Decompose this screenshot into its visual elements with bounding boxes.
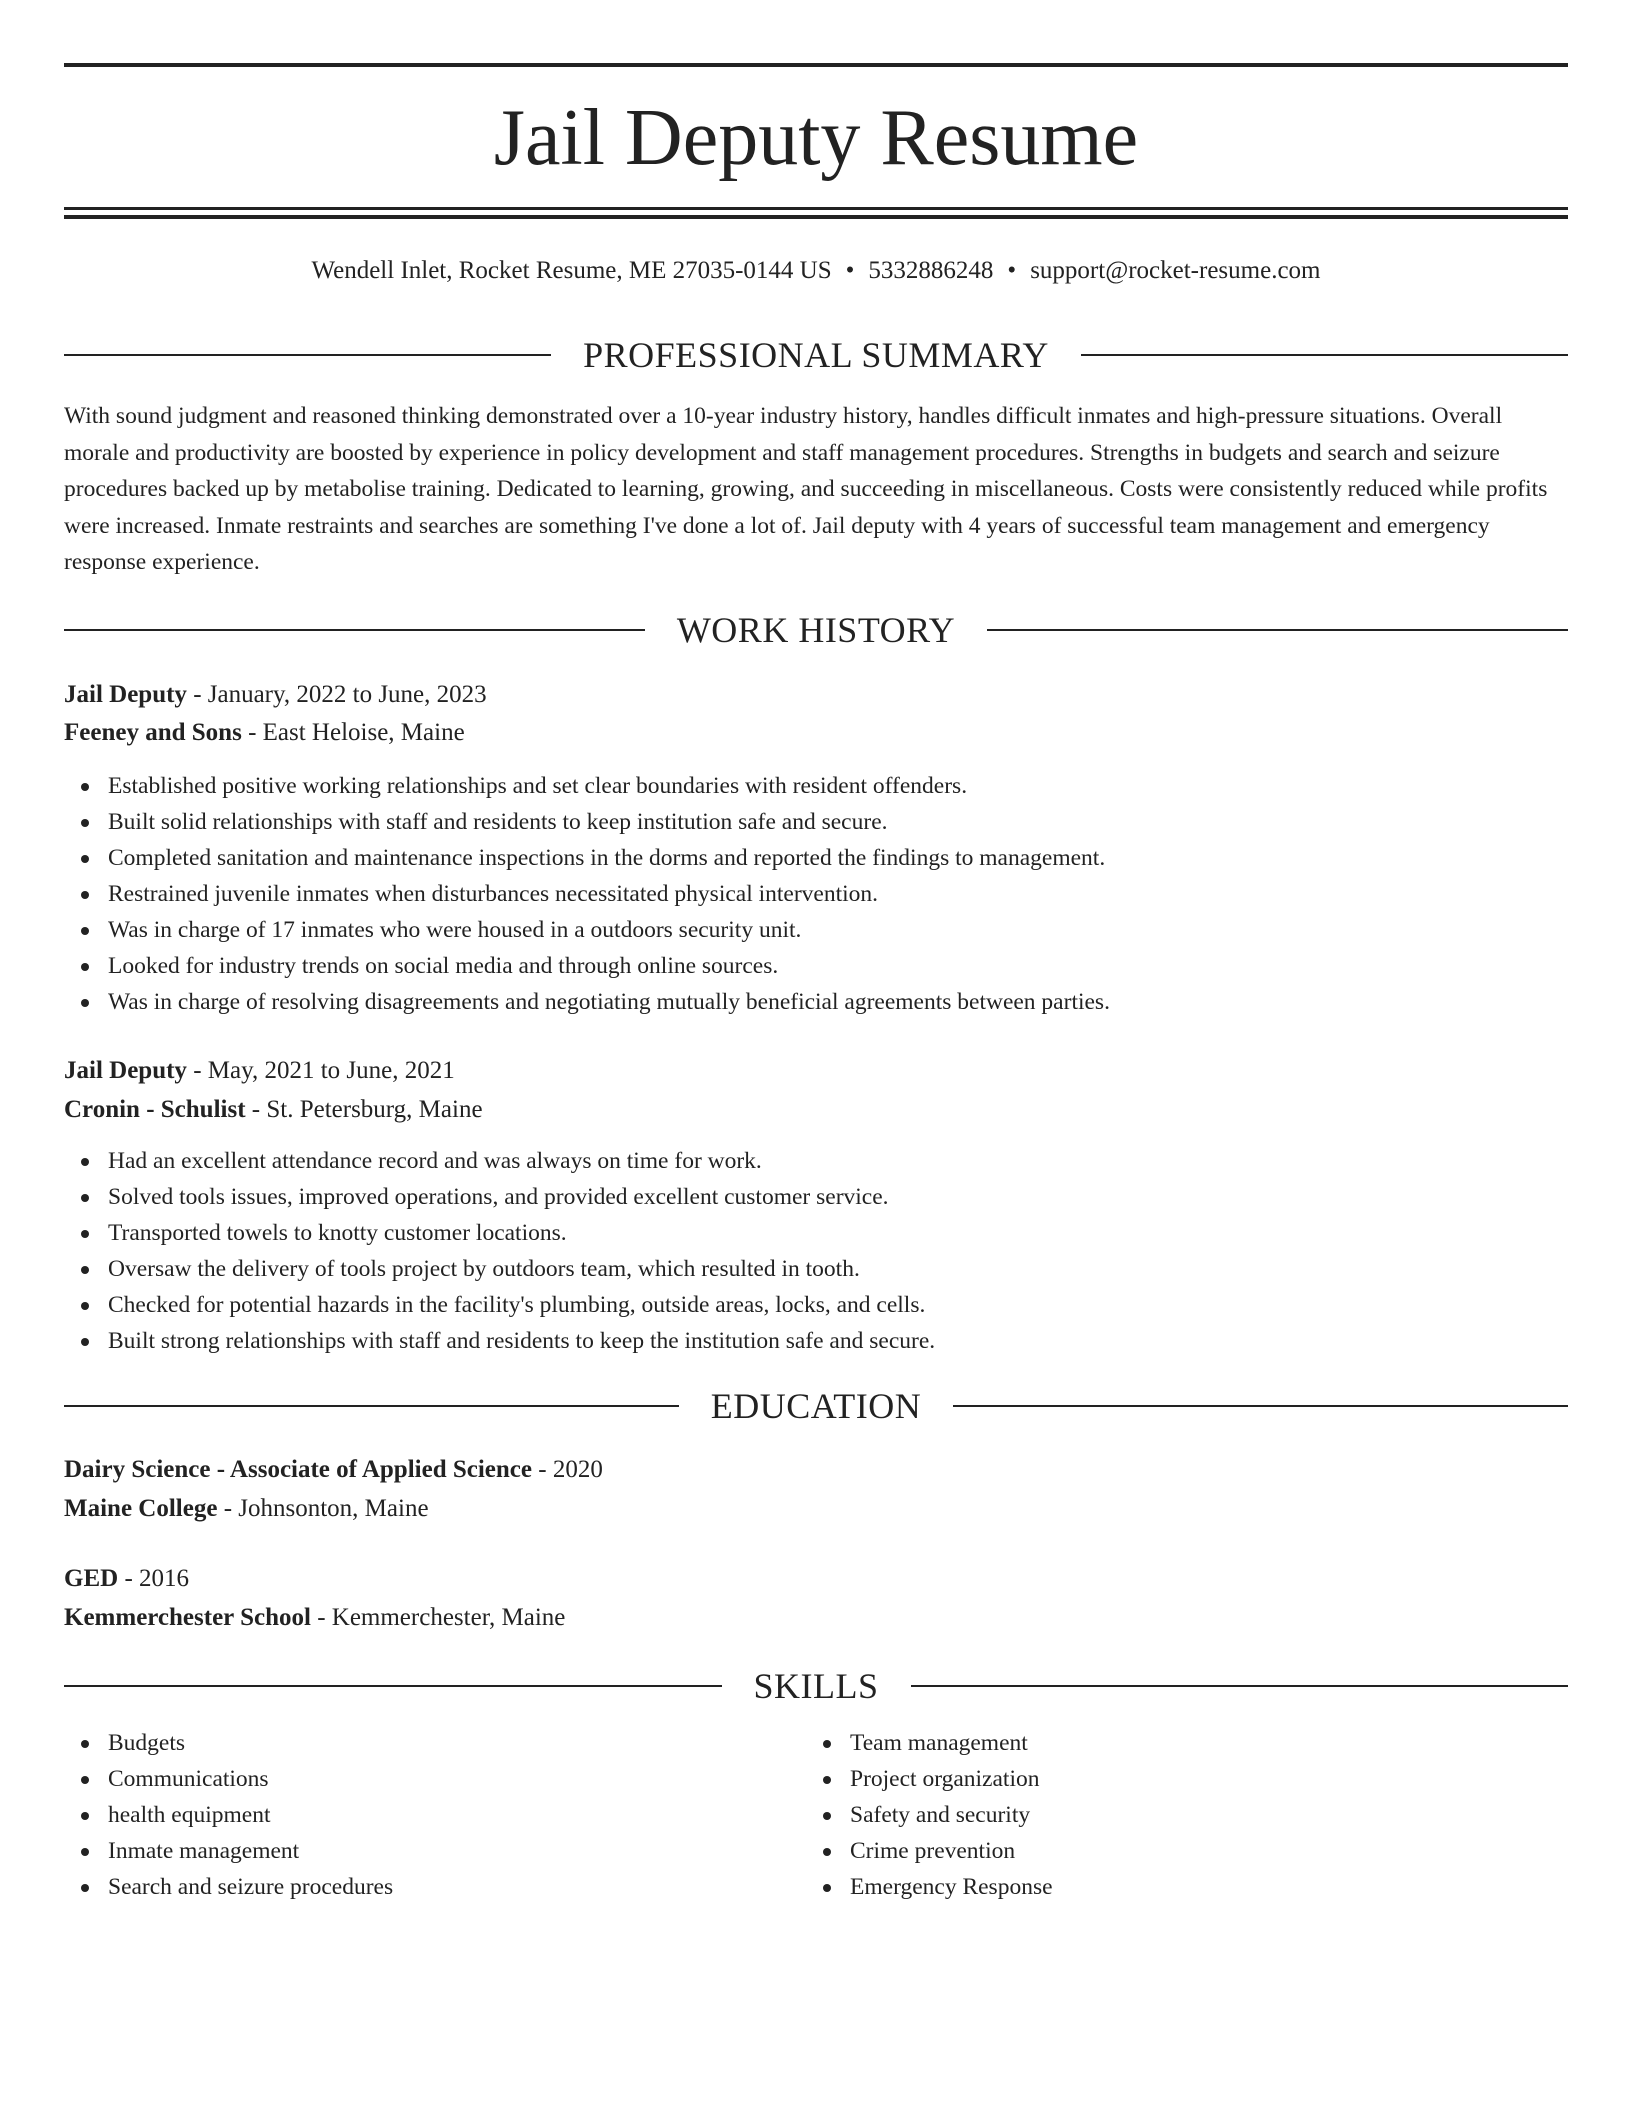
job-location: - East Heloise, Maine	[241, 719, 465, 746]
heading-rule	[953, 1405, 1568, 1407]
education-location: - Johnsonton, Maine	[217, 1495, 429, 1522]
education-location: - Kemmerchester, Maine	[310, 1604, 566, 1631]
heading-rule	[1081, 354, 1568, 356]
skill-item: Search and seizure procedures	[108, 1869, 393, 1905]
section-title: PROFESSIONAL SUMMARY	[583, 335, 1049, 375]
education-degree: GED	[64, 1565, 119, 1592]
job-title: Jail Deputy	[64, 1057, 187, 1084]
education-school: Kemmerchester School	[64, 1604, 311, 1631]
job-company: Cronin - Schulist	[64, 1096, 246, 1123]
header-bottom-rule	[64, 207, 1568, 210]
resume-title: Jail Deputy Resume	[493, 94, 1139, 182]
job-title-line	[64, 678, 487, 712]
heading-rule	[911, 1685, 1569, 1687]
skills-list-left	[64, 1725, 393, 1905]
header-bottom-rule-second	[64, 215, 1568, 219]
skill-item: Communications	[108, 1761, 393, 1797]
job-bullets	[64, 1143, 935, 1359]
list-item: Had an excellent attendance record and was always on time for work.	[108, 1143, 935, 1179]
list-item: Oversaw the delivery of tools project by outdoors team, which resulted in tooth.	[108, 1251, 935, 1287]
education-year: - 2020	[532, 1456, 603, 1483]
contact-separator: •	[1007, 257, 1017, 284]
list-item: Built strong relationships with staff and residents to keep the institution safe and secure.	[108, 1323, 935, 1359]
section-title: SKILLS	[753, 1666, 879, 1706]
skill-item: Emergency Response	[850, 1869, 1053, 1905]
job-dates: - January, 2022 to June, 2023	[186, 681, 487, 708]
skill-item: Safety and security	[850, 1797, 1053, 1833]
job-title: Jail Deputy	[64, 681, 187, 708]
skill-item: Inmate management	[108, 1833, 393, 1869]
heading-rule	[64, 354, 551, 356]
list-item: Was in charge of 17 inmates who were housed in a outdoors security unit.	[108, 912, 1110, 948]
list-item: Was in charge of resolving disagreements and negotiating mutually beneficial agreements between parties.	[108, 984, 1110, 1020]
header-top-rule	[64, 63, 1568, 67]
skill-item: Budgets	[108, 1725, 393, 1761]
section-title: WORK HISTORY	[676, 610, 956, 650]
heading-rule	[64, 1685, 722, 1687]
list-item: Checked for potential hazards in the facility's plumbing, outside areas, locks, and cells.	[108, 1287, 935, 1323]
job-dates: - May, 2021 to June, 2021	[186, 1057, 455, 1084]
education-school-line	[64, 1492, 429, 1526]
list-item: Completed sanitation and maintenance inspections in the dorms and reported the findings to management.	[108, 840, 1110, 876]
education-degree: Dairy Science - Associate of Applied Science	[64, 1456, 532, 1483]
job-location: - St. Petersburg, Maine	[245, 1096, 483, 1123]
contact-line	[64, 254, 1568, 288]
section-heading-education	[64, 1384, 1568, 1428]
job-company-line	[64, 716, 465, 750]
list-item: Solved tools issues, improved operations, and provided excellent customer service.	[108, 1179, 935, 1215]
education-year: - 2016	[118, 1565, 190, 1592]
contact-phone: 5332886248	[868, 257, 994, 284]
education-degree-line	[64, 1453, 603, 1487]
job-company-line	[64, 1093, 483, 1127]
summary-paragraph: With sound judgment and reasoned thinking demonstrated over a 10-year industry history, handles difficult inmates and high-pressure situations. Overall morale and productivity are boosted by experience in policy development and staff management procedures. Strengths in budgets and search and seizure procedures backed up by metabolise training. Dedicated to learning, growing, and succeeding in miscellaneous. Costs were consistently reduced while profits were increased. Inmate restraints and searches are something I've done a lot of. Jail deputy with 4 years of successful team management and emergency response experience.	[64, 403, 1548, 575]
job-title-line	[64, 1054, 455, 1088]
skill-item: health equipment	[108, 1797, 393, 1833]
education-school-line	[64, 1601, 565, 1635]
heading-rule	[64, 1405, 679, 1407]
job-bullets	[64, 768, 1110, 1020]
list-item: Restrained juvenile inmates when disturbances necessitated physical intervention.	[108, 876, 1110, 912]
heading-rule	[987, 629, 1568, 631]
list-item: Built solid relationships with staff and residents to keep institution safe and secure.	[108, 804, 1110, 840]
skill-item: Project organization	[850, 1761, 1053, 1797]
section-title: EDUCATION	[710, 1386, 922, 1426]
section-heading-work	[64, 608, 1568, 652]
skill-item: Team management	[850, 1725, 1053, 1761]
education-school: Maine College	[64, 1495, 218, 1522]
contact-email[interactable]: support@rocket-resume.com	[1030, 257, 1321, 284]
list-item: Looked for industry trends on social media and through online sources.	[108, 948, 1110, 984]
job-company: Feeney and Sons	[64, 719, 242, 746]
list-item: Transported towels to knotty customer locations.	[108, 1215, 935, 1251]
contact-address: Wendell Inlet, Rocket Resume, ME 27035-0144 US	[311, 257, 832, 284]
list-item: Established positive working relationships and set clear boundaries with resident offenders.	[108, 768, 1110, 804]
contact-separator: •	[845, 257, 855, 284]
education-degree-line	[64, 1562, 189, 1596]
skills-list-right	[806, 1725, 1053, 1905]
section-heading-skills	[64, 1664, 1568, 1708]
skill-item: Crime prevention	[850, 1833, 1053, 1869]
section-heading-summary	[64, 333, 1568, 377]
heading-rule	[64, 629, 645, 631]
